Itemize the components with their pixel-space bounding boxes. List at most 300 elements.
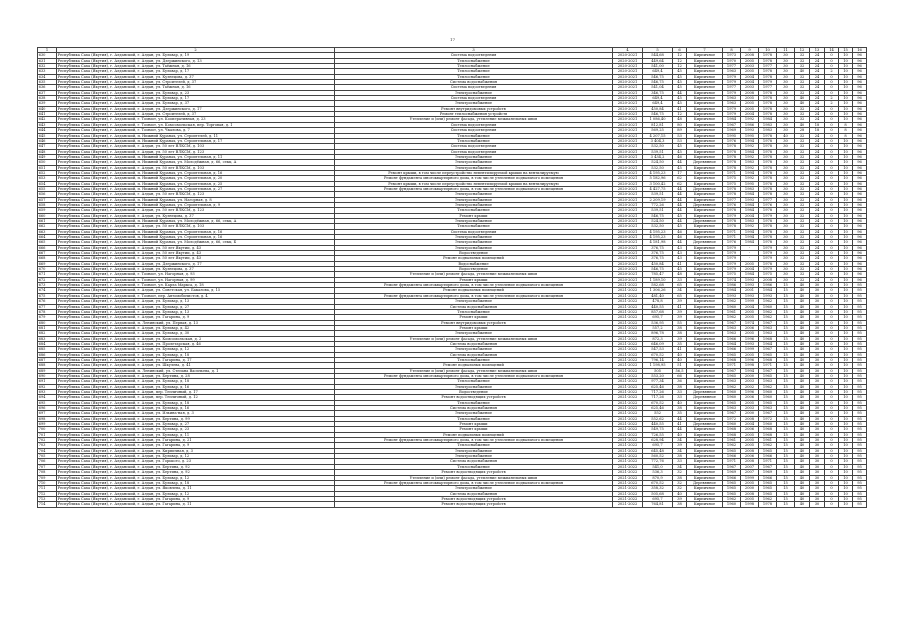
- table-cell: 1978: [759, 58, 777, 63]
- table-cell: 1978: [759, 170, 777, 175]
- table-cell: 53: [673, 133, 687, 138]
- table-cell: 642: [38, 117, 57, 122]
- table-cell: 96: [853, 154, 867, 159]
- table-cell: 681: [38, 325, 57, 330]
- table-cell: Ремонт фундамента многоквартирного дома, в том числе утепление подвального помещения: [335, 438, 613, 443]
- table-cell: 8: [839, 133, 853, 138]
- table-cell: 30: [777, 122, 795, 127]
- table-cell: 1996: [741, 336, 759, 341]
- table-cell: 32: [795, 208, 810, 213]
- table-cell: 633: [38, 69, 57, 74]
- table-cell: 15: [777, 470, 795, 475]
- table-cell: 0: [825, 336, 839, 341]
- table-cell: 2006: [741, 395, 759, 400]
- table-cell: 95: [853, 390, 867, 395]
- table-cell: Кирпичное: [687, 197, 723, 202]
- table-cell: 1965: [723, 491, 741, 496]
- table-cell: 10: [839, 117, 853, 122]
- table-cell: 0: [825, 235, 839, 240]
- table-cell: 96: [853, 138, 867, 143]
- table-cell: 2021-2022: [613, 438, 643, 443]
- table-cell: 96: [853, 251, 867, 256]
- table-cell: 2007: [741, 464, 759, 469]
- table-cell: 700: [38, 427, 57, 432]
- table-cell: 0: [825, 293, 839, 298]
- table-cell: 95: [853, 357, 867, 362]
- table-cell: Кирпичное: [687, 192, 723, 197]
- table-cell: 1979: [759, 256, 777, 261]
- table-cell: 0: [825, 400, 839, 405]
- table-cell: 532,50: [643, 165, 673, 170]
- table-cell: Электроснабжение: [335, 101, 613, 106]
- table-cell: 95: [853, 373, 867, 378]
- table-cell: 1978: [759, 224, 777, 229]
- table-cell: Кирпичное: [687, 352, 723, 357]
- table-cell: 24: [810, 80, 825, 85]
- table-cell: 30: [810, 475, 825, 480]
- table-cell: 40: [795, 390, 810, 395]
- table-cell: 10: [839, 400, 853, 405]
- table-cell: 1984: [741, 192, 759, 197]
- table-cell: Электроснабжение: [335, 384, 613, 389]
- table-cell: 15: [777, 336, 795, 341]
- table-cell: Республика Саха (Якутия), г. Алданский, г. Алдан, ул. Шкулева, д. 41: [57, 363, 335, 368]
- table-cell: 30: [777, 240, 795, 245]
- table-cell: Кирпичное: [687, 90, 723, 95]
- table-cell: 697: [38, 411, 57, 416]
- table-cell: Республика Саха (Якутия), г. Алданский, г. Алдан, ул. Гагарина, д. 9: [57, 443, 335, 448]
- table-cell: 764,81: [643, 502, 673, 507]
- table-cell: Республика Саха (Якутия), г. Алданский, г. Томмот, ул. Комсомольская, пер. Торговая, д. 1: [57, 122, 335, 127]
- table-cell: Кирпичное: [687, 128, 723, 133]
- table-cell: 45: [673, 165, 687, 170]
- table-cell: 1968: [723, 427, 741, 432]
- table-cell: 1978: [759, 74, 777, 79]
- table-cell: 10: [839, 315, 853, 320]
- table-cell: 1993: [741, 341, 759, 346]
- table-cell: 670: [38, 267, 57, 272]
- table-cell: 10: [839, 427, 853, 432]
- table-cell: Ремонт теплоснабжения устройств: [335, 112, 613, 117]
- table-cell: 10: [839, 368, 853, 373]
- table-cell: 0: [825, 138, 839, 143]
- table-cell: 95: [853, 443, 867, 448]
- table-cell: 15: [777, 406, 795, 411]
- table-cell: Кирпичное: [687, 144, 723, 149]
- table-cell: 652: [38, 170, 57, 175]
- table-cell: 1994: [741, 235, 759, 240]
- table-cell: Кирпичное: [687, 154, 723, 159]
- table-cell: 2021-2022: [613, 384, 643, 389]
- table-cell: Республика Саха (Якутия), г. Алданский, г. Алдан, ул. Бульвар, д. 16: [57, 384, 335, 389]
- table-cell: 1984: [741, 272, 759, 277]
- table-cell: 30: [777, 213, 795, 218]
- table-cell: 772,26: [643, 202, 673, 207]
- table-cell: 32: [795, 160, 810, 165]
- table-cell: 15: [777, 427, 795, 432]
- table-cell: 30: [777, 245, 795, 250]
- table-cell: 30: [810, 443, 825, 448]
- table-cell: 552: [643, 411, 673, 416]
- table-cell: 1963: [723, 406, 741, 411]
- table-cell: 1975: [723, 176, 741, 181]
- table-cell: 663: [38, 229, 57, 234]
- table-cell: 709: [38, 475, 57, 480]
- table-cell: 30: [810, 491, 825, 496]
- table-cell: 346,75: [643, 90, 673, 95]
- table-cell: 1979: [723, 213, 741, 218]
- table-cell: 2020-2021: [613, 160, 643, 165]
- table-cell: 682: [38, 331, 57, 336]
- table-cell: 96: [853, 74, 867, 79]
- table-cell: 40: [795, 363, 810, 368]
- table-cell: 1979: [723, 251, 741, 256]
- table-cell: 0: [825, 341, 839, 346]
- table-cell: 95: [853, 293, 867, 298]
- table-cell: 3 434,2: [643, 154, 673, 159]
- table-cell: 10: [839, 373, 853, 378]
- table-cell: 30: [810, 373, 825, 378]
- table-cell: 2021-2022: [613, 320, 643, 325]
- table-cell: 4 195,23: [643, 229, 673, 234]
- table-cell: 95: [853, 379, 867, 384]
- table-cell: 0: [825, 112, 839, 117]
- table-cell: 2020-2021: [613, 154, 643, 159]
- table-cell: Кирпичное: [687, 213, 723, 218]
- table-cell: 30: [777, 165, 795, 170]
- table-cell: 524,50: [643, 160, 673, 165]
- table-cell: Система водоотведения: [335, 53, 613, 58]
- table-cell: 56,5: [673, 368, 687, 373]
- table-cell: 2020-2021: [613, 176, 643, 181]
- table-cell: 10: [839, 181, 853, 186]
- table-cell: 10: [839, 309, 853, 314]
- table-cell: Республика Саха (Якутия), г. Алданский, г. Алдан, ул. Бульвар, д. 11: [57, 432, 335, 437]
- table-cell: 0: [825, 267, 839, 272]
- table-cell: 40: [795, 427, 810, 432]
- table-cell: 2021-2022: [613, 395, 643, 400]
- table-cell: 30: [810, 459, 825, 464]
- table-cell: 2020-2021: [613, 208, 643, 213]
- table-cell: 1999: [741, 475, 759, 480]
- table-cell: Республика Саха (Якутия), г. Алданский, г. Алдан, ул. Гагарина, д. 11: [57, 502, 335, 507]
- table-cell: Республика Саха (Якутия), г. Алданский, г. Алдан, ул. Яковлева, д. 11: [57, 486, 335, 491]
- table-cell: 1983: [759, 122, 777, 127]
- table-cell: 15: [777, 491, 795, 496]
- table-cell: 95: [853, 502, 867, 507]
- table-cell: 2005: [741, 69, 759, 74]
- table-cell: 712: [38, 491, 57, 496]
- table-cell: 45: [673, 267, 687, 272]
- table-cell: 10: [839, 464, 853, 469]
- table-cell: Деревянное: [687, 202, 723, 207]
- table-cell: 10: [839, 251, 853, 256]
- table-cell: 644: [38, 128, 57, 133]
- table-cell: 32: [795, 58, 810, 63]
- table-cell: 1968: [723, 357, 741, 362]
- table-cell: 30: [810, 496, 825, 501]
- table-cell: Деревянное: [687, 219, 723, 224]
- capital-repair-table: [37, 47, 866, 508]
- table-cell: 0: [825, 368, 839, 373]
- table-cell: -: [741, 251, 759, 256]
- table-cell: Республика Саха (Якутия), г. Алданский, г. Алдан, ул. Дзержинского, д. 17: [57, 106, 335, 111]
- table-cell: 0: [825, 80, 839, 85]
- table-cell: 41: [673, 106, 687, 111]
- table-cell: 1994: [741, 170, 759, 175]
- table-cell: Республика Саха (Якутия), г. Алданский, п. Нижний Куранах, ул. Строительная, д. 25: [57, 181, 335, 186]
- table-cell: 15: [777, 400, 795, 405]
- table-cell: 30: [777, 229, 795, 234]
- table-cell: Республика Саха (Якутия), г. Алданский, г. Алдан, ул. Бертина, д. 92: [57, 464, 335, 469]
- table-cell: 582,68: [643, 283, 673, 288]
- table-cell: 1992: [741, 144, 759, 149]
- table-cell: 40: [795, 496, 810, 501]
- table-cell: 41: [673, 347, 687, 352]
- table-cell: 96: [853, 128, 867, 133]
- table-cell: Система водоотведения: [335, 229, 613, 234]
- table-cell: 24: [810, 202, 825, 207]
- table-cell: 38: [673, 454, 687, 459]
- table-cell: 96: [853, 117, 867, 122]
- table-cell: Республика Саха (Якутия), г. Алданский, г. Алдан, ул. Бульвар, д. 12: [57, 347, 335, 352]
- table-cell: 30: [777, 261, 795, 266]
- table-cell: 2003: [741, 406, 759, 411]
- table-cell: 0: [825, 299, 839, 304]
- table-cell: 95: [853, 347, 867, 352]
- table-cell: 1968: [759, 336, 777, 341]
- table-cell: 0: [825, 373, 839, 378]
- table-cell: 1962: [759, 496, 777, 501]
- table-cell: 32: [673, 486, 687, 491]
- table-cell: 1984: [723, 288, 741, 293]
- table-cell: 2020-2021: [613, 256, 643, 261]
- table-cell: 647: [38, 144, 57, 149]
- table-cell: 695: [38, 400, 57, 405]
- table-cell: 30: [777, 160, 795, 165]
- table-cell: 32: [795, 219, 810, 224]
- table-cell: 15: [777, 411, 795, 416]
- table-cell: 4 195,23: [643, 170, 673, 175]
- table-cell: 15: [777, 325, 795, 330]
- table-cell: Деревянное: [687, 480, 723, 485]
- table-cell: 30: [777, 58, 795, 63]
- table-cell: 10: [839, 277, 853, 282]
- table-cell: 1978: [723, 224, 741, 229]
- table-cell: 10: [839, 213, 853, 218]
- table-cell: 96: [853, 197, 867, 202]
- table-cell: 30: [777, 256, 795, 261]
- table-cell: Система водоотведения: [335, 122, 613, 127]
- table-cell: Республика Саха (Якутия), г. Алданский, г. Алдан, ул. Кузнецова, д. 37: [57, 213, 335, 218]
- table-cell: 15: [777, 341, 795, 346]
- table-cell: 24: [810, 90, 825, 95]
- table-cell: 53: [673, 138, 687, 143]
- table-cell: 15: [777, 309, 795, 314]
- table-cell: 96: [853, 53, 867, 58]
- table-cell: 625,46: [643, 406, 673, 411]
- table-cell: 32: [795, 170, 810, 175]
- table-cell: 2021-2022: [613, 379, 643, 384]
- table-cell: Республика Саха (Якутия), г. Алданский, п. Нижний Куранах, ул. Строителей, д. 11: [57, 133, 335, 138]
- table-cell: Система водоотведения: [335, 85, 613, 90]
- table-cell: Республика Саха (Якутия), г. Алданский, г. Алдан, ул. Бульвар, д. 18: [57, 480, 335, 485]
- table-cell: 812,81: [643, 122, 673, 127]
- table-cell: 30: [810, 368, 825, 373]
- table-cell: 872,3: [643, 336, 673, 341]
- table-cell: 40: [795, 395, 810, 400]
- table-cell: Республика Саха (Якутия), г. Алданский, г. Алдан, пер. Тепличный, д. 12: [57, 395, 335, 400]
- table-cell: 95: [853, 496, 867, 501]
- table-cell: 40: [795, 406, 810, 411]
- table-cell: Республика Саха (Якутия), г. Алданский, г. Алдан, ул. Бульвар, д. 42: [57, 325, 335, 330]
- table-cell: 1983: [741, 219, 759, 224]
- table-cell: Теплоснабжение: [335, 224, 613, 229]
- table-cell: 39: [673, 443, 687, 448]
- table-cell: 30: [810, 304, 825, 309]
- table-cell: 95: [853, 491, 867, 496]
- table-cell: 40: [795, 331, 810, 336]
- table-cell: 95: [853, 470, 867, 475]
- table-cell: Ремонт водоотводящих устройств: [335, 502, 613, 507]
- table-cell: 2005: [741, 438, 759, 443]
- table-cell: 12: [673, 53, 687, 58]
- table-cell: 711: [38, 486, 57, 491]
- table-cell: 10: [839, 496, 853, 501]
- table-cell: 539,51: [643, 208, 673, 213]
- table-cell: 2020-2021: [613, 96, 643, 101]
- table-cell: 30: [810, 288, 825, 293]
- table-cell: Теплоснабжение: [335, 309, 613, 314]
- table-cell: 96: [853, 202, 867, 207]
- table-cell: 2020-2021: [613, 80, 643, 85]
- table-cell: Утепление и (или) ремонт фасада, утепление межпанельных швов: [335, 475, 613, 480]
- table-cell: Республика Саха (Якутия), г. Алданский, г. Алдан, ул. Бульвар, д. 30: [57, 331, 335, 336]
- table-cell: Кирпичное: [687, 416, 723, 421]
- table-cell: 1979: [759, 245, 777, 250]
- table-cell: 549,75: [643, 427, 673, 432]
- table-cell: Республика Саха (Якутия), г. Алданский, г. Томмот, пер. Автомобилистов, д. 4: [57, 293, 335, 298]
- table-cell: 569,25: [643, 128, 673, 133]
- table-cell: 96: [853, 90, 867, 95]
- table-cell: 44: [673, 90, 687, 95]
- table-cell: Электроснабжение: [335, 448, 613, 453]
- table-cell: 24: [810, 96, 825, 101]
- table-cell: 1967: [723, 411, 741, 416]
- table-cell: 2021-2022: [613, 411, 643, 416]
- table-cell: 95: [853, 480, 867, 485]
- table-cell: 24: [810, 53, 825, 58]
- table-cell: Республика Саха (Якутия), г. Алданский, п. Нижний Куранах, ул. Молодёжная, д. 66, секц. Б: [57, 240, 335, 245]
- table-cell: 32: [795, 165, 810, 170]
- table-cell: 15: [777, 352, 795, 357]
- table-cell: Республика Саха (Якутия), г. Алданский, г. Алдан, ул. 50 лет Якутии, д. 43: [57, 251, 335, 256]
- table-cell: 632: [38, 64, 57, 69]
- table-cell: 1969: [723, 128, 741, 133]
- table-cell: 1978: [759, 219, 777, 224]
- table-cell: 1978: [723, 192, 741, 197]
- table-cell: 40: [795, 373, 810, 378]
- table-cell: 30: [777, 235, 795, 240]
- table-cell: 2008: [741, 459, 759, 464]
- table-cell: 32: [795, 181, 810, 186]
- table-cell: 30: [777, 85, 795, 90]
- table-cell: 96: [853, 181, 867, 186]
- table-cell: Кирпичное: [687, 112, 723, 117]
- table-cell: Кирпичное: [687, 320, 723, 325]
- table-cell: 40: [795, 299, 810, 304]
- table-cell: 30: [810, 427, 825, 432]
- table-cell: 714: [38, 502, 57, 507]
- table-cell: Республика Саха (Якутия), г. Алданский, г. Алдан, ул. Гагарина, д. 17: [57, 357, 335, 362]
- table-cell: Электроснабжение: [335, 192, 613, 197]
- table-cell: Республика Саха (Якутия), г. Алданский, г. Алдан, ул. 50 лет ВЛКСМ, д. 123: [57, 192, 335, 197]
- table-cell: 15: [777, 390, 795, 395]
- table-cell: 32: [795, 197, 810, 202]
- table-cell: Утепление и (или) ремонт фасада, утепление межпанельных швов: [335, 336, 613, 341]
- table-cell: 96: [853, 149, 867, 154]
- table-cell: 95: [853, 331, 867, 336]
- table-cell: Республика Саха (Якутия), г. Алданский, г. Алдан, ул. Бульвар, д. 18: [57, 352, 335, 357]
- table-cell: 2003: [741, 85, 759, 90]
- table-cell: 1963: [759, 406, 777, 411]
- table-cell: 30: [810, 363, 825, 368]
- table-cell: 32: [795, 240, 810, 245]
- table-body: [38, 48, 867, 508]
- table-cell: 30: [777, 144, 795, 149]
- table-cell: 2021-2022: [613, 432, 643, 437]
- table-cell: 2021-2022: [613, 486, 643, 491]
- table-cell: 44: [673, 219, 687, 224]
- table-cell: 1965: [723, 352, 741, 357]
- table-cell: 10: [839, 288, 853, 293]
- table-cell: Кирпичное: [687, 379, 723, 384]
- table-cell: 649,4: [643, 69, 673, 74]
- table-cell: 701: [38, 432, 57, 437]
- table-cell: 30: [810, 406, 825, 411]
- table-cell: 15: [777, 480, 795, 485]
- table-cell: 1984: [759, 117, 777, 122]
- table-cell: 0: [825, 454, 839, 459]
- table-cell: 96: [853, 240, 867, 245]
- table-cell: 24: [810, 165, 825, 170]
- table-cell: 2021-2022: [613, 422, 643, 427]
- table-cell: 1979: [723, 112, 741, 117]
- table-cell: 40: [795, 502, 810, 507]
- table-cell: 40: [795, 459, 810, 464]
- table-cell: 1978: [723, 219, 741, 224]
- table-cell: 96: [853, 224, 867, 229]
- table-cell: Кирпичное: [687, 208, 723, 213]
- table-cell: 95: [853, 288, 867, 293]
- table-cell: 45: [673, 149, 687, 154]
- table-cell: 646,09: [643, 341, 673, 346]
- table-cell: 0: [825, 277, 839, 282]
- table-cell: 0: [825, 357, 839, 362]
- table-cell: 1969: [723, 470, 741, 475]
- table-cell: 15: [777, 432, 795, 437]
- table-cell: 1977: [759, 64, 777, 69]
- table-cell: 62: [673, 176, 687, 181]
- table-cell: 1993: [741, 293, 759, 298]
- table-cell: 44: [673, 416, 687, 421]
- table-cell: 12: [673, 58, 687, 63]
- table-cell: 1962: [723, 384, 741, 389]
- table-cell: 96: [853, 80, 867, 85]
- table-cell: 1984: [759, 288, 777, 293]
- table-cell: 2021-2022: [613, 427, 643, 432]
- table-cell: 670,52: [643, 400, 673, 405]
